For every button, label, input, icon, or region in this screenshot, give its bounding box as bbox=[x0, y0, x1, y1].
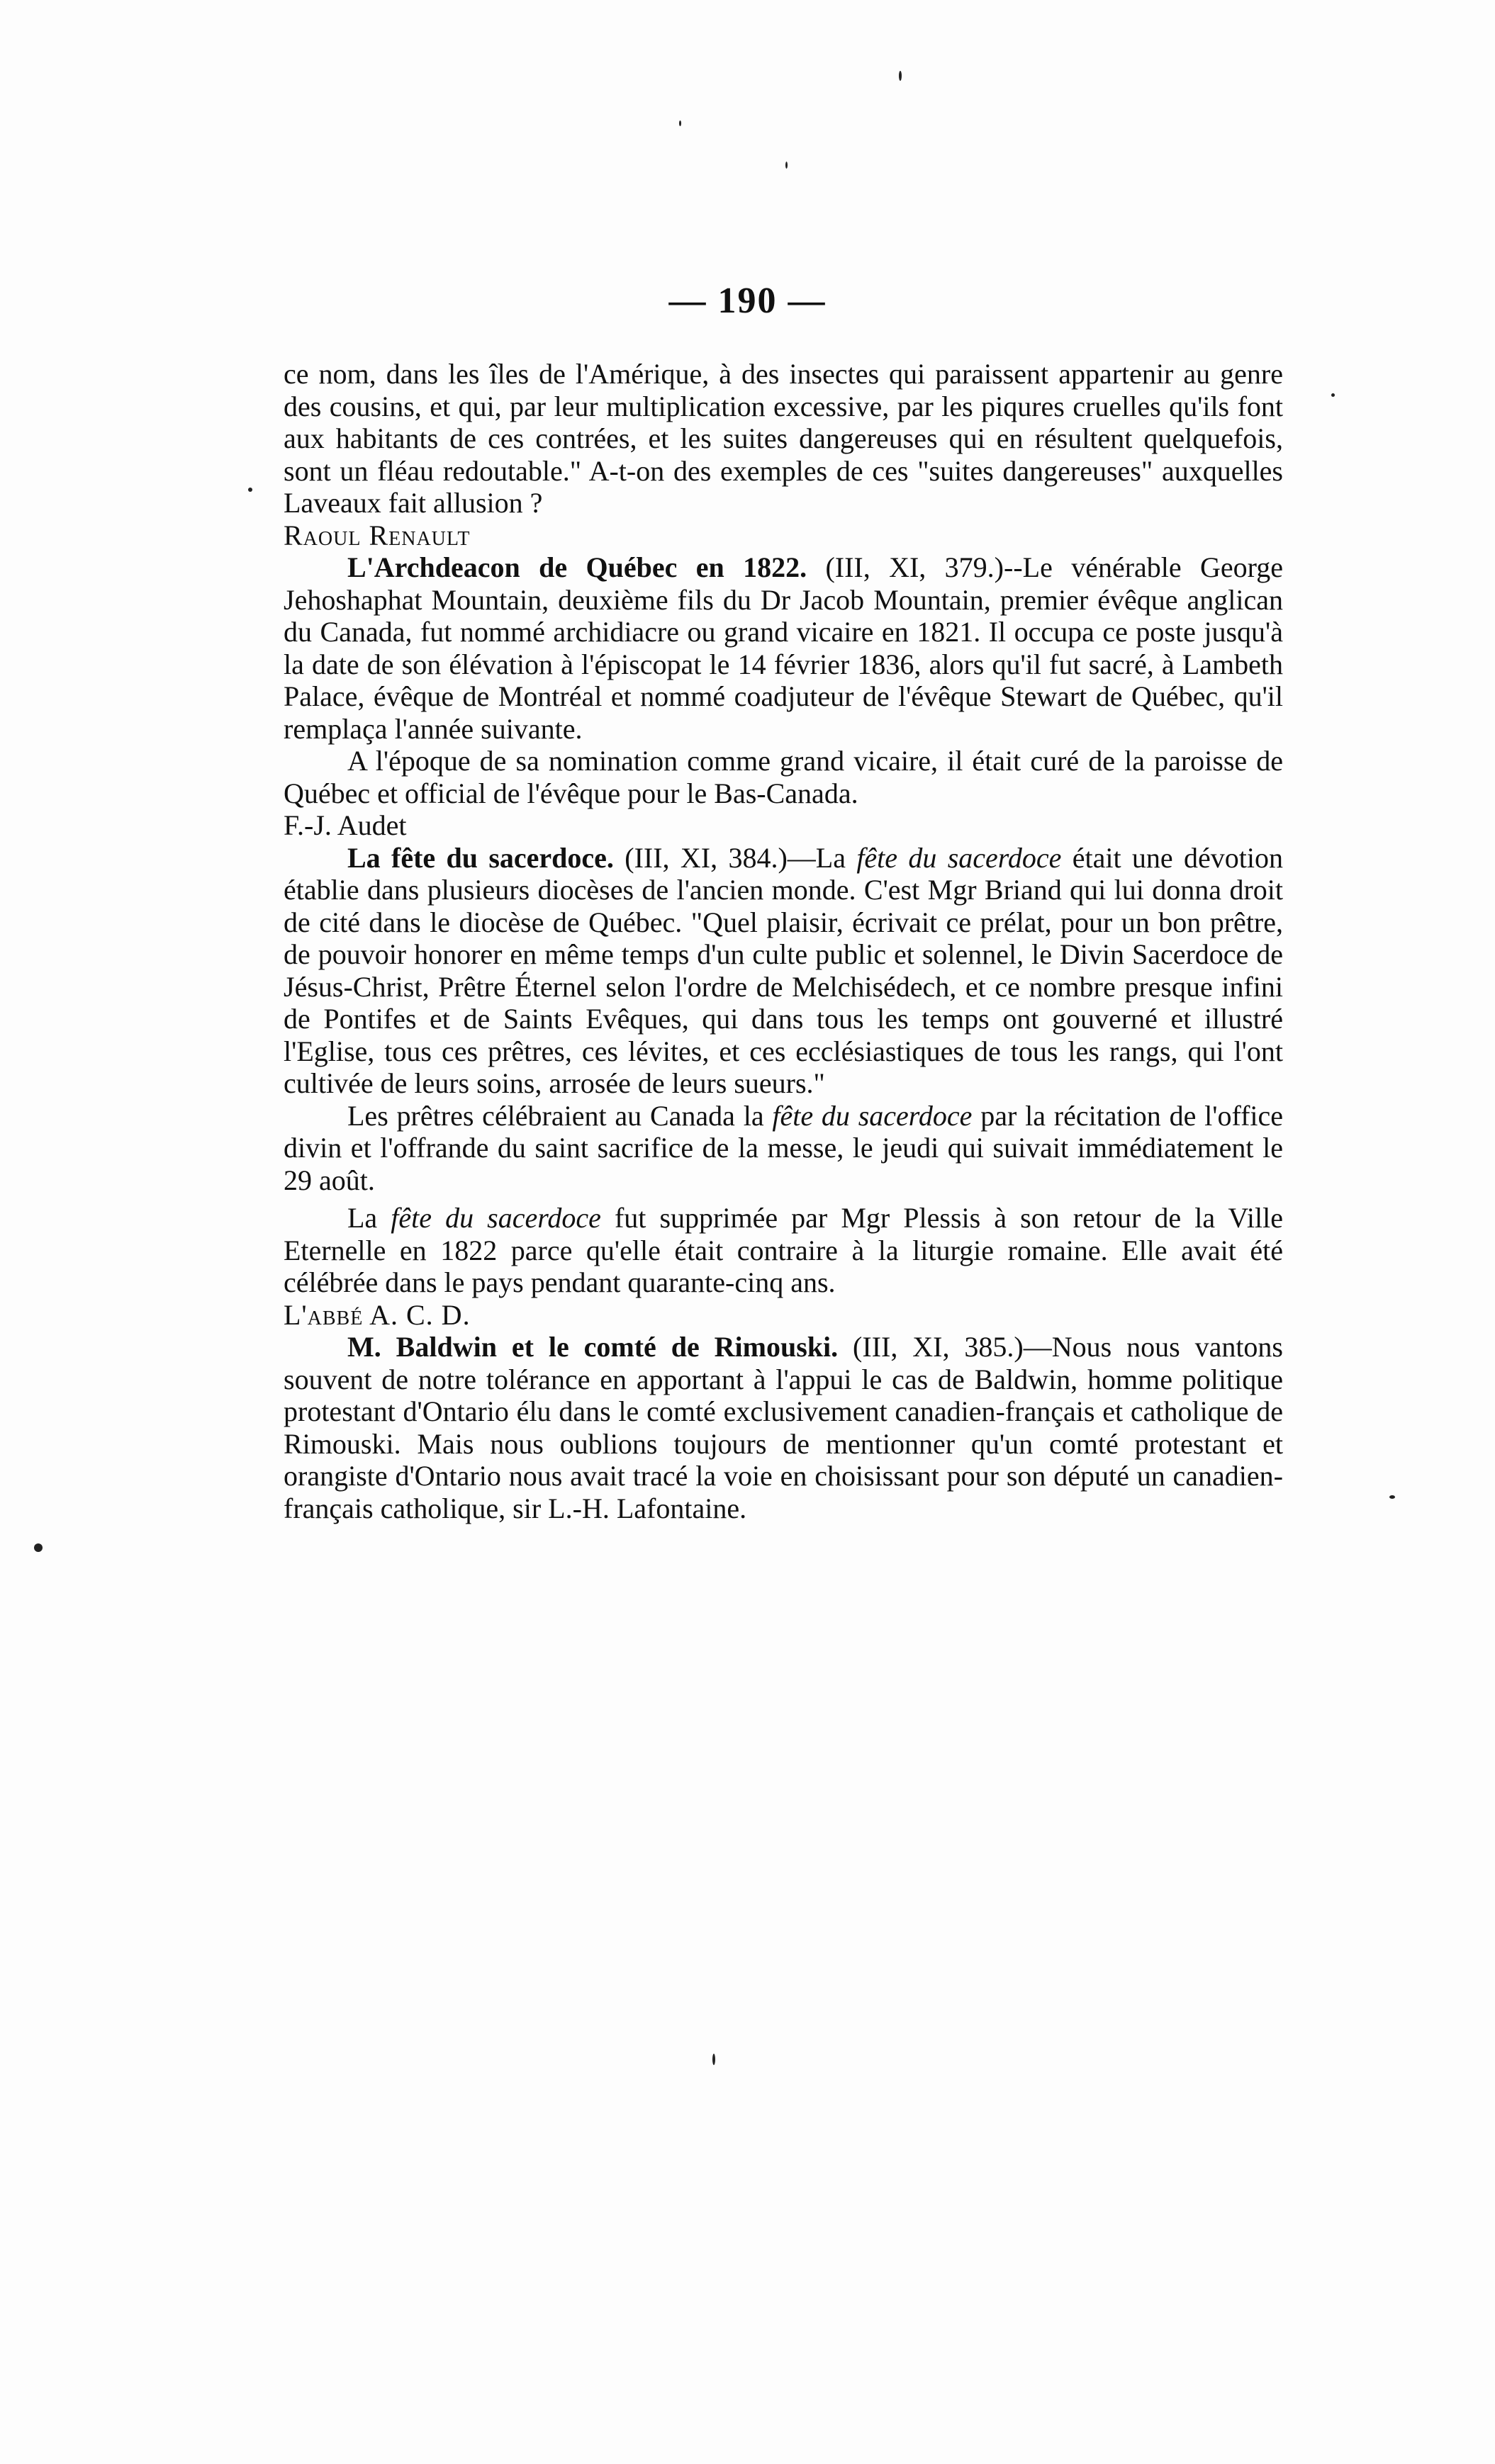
article-archdeacon-paragraph bbox=[284, 551, 1283, 745]
article-sacerdoce-paragraph-2 bbox=[284, 1100, 1283, 1197]
scan-speck bbox=[1389, 1495, 1395, 1499]
article-text: par la récitation de l'office divin et l'offrande du saint sacrifice de la messe, le jeudi qui suivait immédiatement le 29 août. bbox=[284, 1099, 1284, 1196]
scan-speck bbox=[899, 71, 902, 81]
scan-speck bbox=[679, 120, 681, 126]
article-text: fut supprimée par Mgr Plessis à son retour de la Ville Eternelle en 1822 parce qu'elle était contraire à la liturgie romaine. Elle avait été célébrée dans le pays pendant quarante-cinq ans. bbox=[284, 1202, 1284, 1298]
article-baldwin-paragraph bbox=[284, 1331, 1283, 1524]
article-text: (III, XI, 384.)—La bbox=[613, 841, 857, 874]
italic-term: fête du sacerdoce bbox=[772, 1099, 973, 1132]
italic-term: fête du sacerdoce bbox=[391, 1202, 601, 1234]
article-sacerdoce-paragraph bbox=[284, 842, 1283, 1100]
article-text: Les prêtres célébraient au Canada la bbox=[347, 1099, 773, 1132]
signature-audet: F.-J. Audet bbox=[284, 809, 407, 841]
article-continuation-paragraph: ce nom, dans les îles de l'Amérique, à des insectes qui paraissent appartenir au genre des cousins, et qui, par leur multiplication excessive, par les piqures cruelles qu'ils font aux habitants de ces contrées, et les suites dangereuses qui en résultent quelquefois, sont un fléau redoutable." A-t-on des exemples de ces "suites dangereuses" auxquelles Laveaux fait allusion ? bbox=[284, 358, 1283, 519]
article-archdeacon-paragraph-2: A l'époque de sa nomination comme grand vicaire, il était curé de la paroisse de Québec et official de l'évêque pour le Bas-Canada. bbox=[284, 745, 1283, 809]
page-number: — 190 — bbox=[668, 281, 827, 321]
scan-speck bbox=[785, 162, 788, 169]
article-text: (III, XI, 379.)--Le vénérable George Jehoshaphat Mountain, deuxième fils du Dr Jacob Mountain, premier évêque anglican du Canada, fut nommé archidiacre ou grand vicaire en 1821. Il occupa ce poste jusqu'à la date de son élévation à l'épiscopat le 14 février 1836, alors qu'il fut sacré, à Lambeth Palace, évêque de Montréal et nommé coadjuteur de l'évêque Stewart de Québec, qu'il remplaça l'année suivante. bbox=[284, 551, 1284, 745]
signature-text: Raoul Renault bbox=[284, 519, 471, 551]
scan-speck bbox=[248, 488, 252, 492]
body-text bbox=[284, 358, 1283, 1524]
article-heading-sacerdoce: La fête du sacerdoce. bbox=[347, 841, 614, 874]
article-text: La bbox=[347, 1202, 391, 1234]
scan-speck bbox=[1331, 393, 1335, 397]
article-sacerdoce-paragraph-3 bbox=[284, 1202, 1283, 1299]
scan-speck bbox=[34, 1543, 43, 1552]
spacer bbox=[284, 1196, 1283, 1202]
signature-text: L'abbé A. C. D. bbox=[284, 1298, 471, 1331]
article-heading-archdeacon: L'Archdeacon de Québec en 1822. bbox=[347, 551, 807, 583]
scan-speck bbox=[712, 2054, 715, 2065]
article-text: était une dévotion établie dans plusieurs diocèses de l'ancien monde. C'est Mgr Briand qui lui donna droit de cité dans le diocèse de Québec. "Quel plaisir, écrivait ce prélat, pour un bon prêtre, de pouvoir honorer en même temps d'un culte public et solennel, le Divin Sacerdoce de Jésus-Christ, Prêtre Éternel selon l'ordre de Melchisédech, et ce nombre presque infini de Pontifes et de Saints Evêques, qui dans tous les temps ont gouverné et illustré l'Eglise, tous ces prêtres, ces lévites, et ces ecclésiastiques de tous les rangs, qui l'ont cultivée de leurs soins, arrosée de leurs sueurs." bbox=[284, 841, 1284, 1099]
signature-raoul-renault bbox=[284, 519, 1283, 552]
signature-abbe bbox=[284, 1299, 1283, 1332]
italic-term: fête du sacerdoce bbox=[856, 841, 1062, 874]
article-text: (III, XI, 385.)—Nous nous vantons souvent de notre tolérance en apportant à l'appui le cas de Baldwin, homme politique protestant d'Ontario élu dans le comté exclusivement canadien-français et catholique de Rimouski. Mais nous oublions toujours de mentionner qu'un comté protestant et orangiste d'Ontario nous avait tracé la voie en choisissant pour son député un canadien-français catholique, sir L.-H. Lafontaine. bbox=[284, 1331, 1283, 1524]
article-heading-baldwin: M. Baldwin et le comté de Rimouski. bbox=[347, 1331, 839, 1363]
